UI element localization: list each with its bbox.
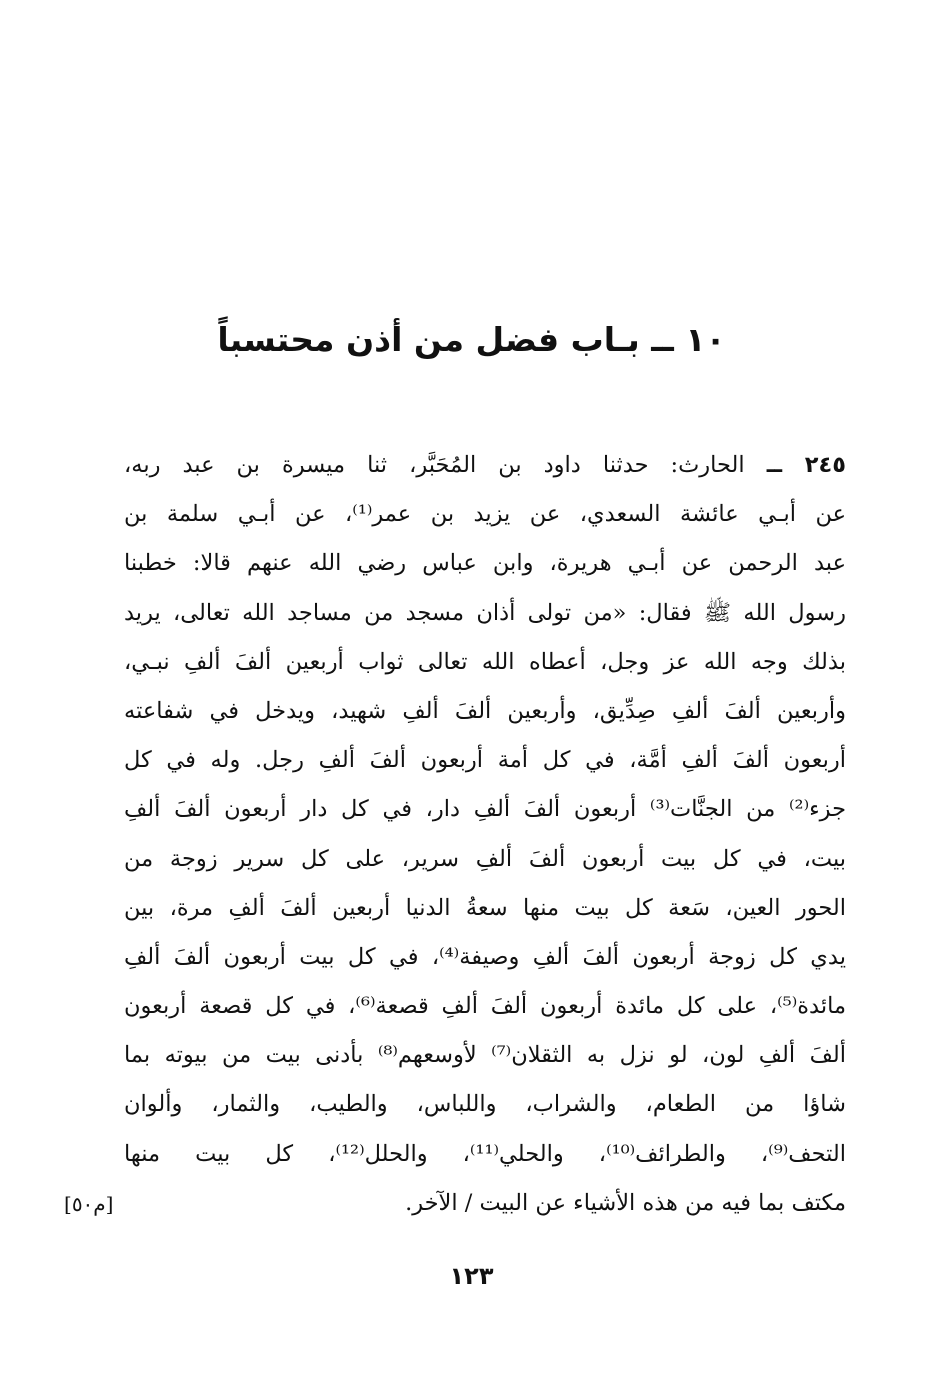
text-line: أربعون ألفَ ألفِ أمَّة، في كل أمة أربعون ألفَ ألفِ رجل. وله في كل [124, 747, 846, 774]
text-line: التحف⁽⁹⁾، والطرائف⁽¹⁰⁾، والحلي⁽¹¹⁾، والحلل⁽¹²⁾، كل بيت منها [124, 1140, 846, 1167]
text-line: مائدة⁽⁵⁾، على كل مائدة أربعون ألفَ ألفِ قصعة⁽⁶⁾، في كل قصعة أربعون [124, 993, 846, 1020]
text-line: عن أبـي عائشة السعدي، عن يزيد بن عمر⁽¹⁾، عن أبـي سلمة بن [124, 501, 846, 528]
text-line: عبد الرحمن عن أبـي هريرة، وابن عباس رضي الله عنهم قالا: خطبنا [124, 550, 846, 577]
text-line-content: الحارث: حدثنا داود بن المُحَبَّر، ثنا ميسرة بن عبد ربه، [124, 452, 745, 478]
text-line: ألفَ ألفِ لون، لو نزل به الثقلان⁽⁷⁾ لأوسعهم⁽⁸⁾ بأدنى بيت من بيوته بما [124, 1042, 846, 1069]
page-number: ١٢٣ [449, 1262, 494, 1290]
text-line: مكتف بما فيه من هذه الأشياء عن البيت / الآخر. [405, 1189, 846, 1216]
hadith-number: ٢٤٥ ــ [766, 452, 846, 478]
text-line: يدي كل زوجة أربعون ألفَ ألفِ وصيفة⁽⁴⁾، في كل بيت أربعون ألفَ ألفِ [124, 943, 846, 970]
chapter-heading: ١٠ ــ بـاب فضل من أذن محتسباً [217, 320, 726, 359]
text-line: شاؤا من الطعام، والشراب، واللباس، والطيب، والثمار، وألوان [124, 1091, 846, 1118]
text-line: رسول الله ﷺ فقال: «من تولى أذان مسجد من مساجد الله تعالى، يريد [124, 599, 846, 626]
text-line [124, 441, 846, 490]
manuscript-page-reference: [م٥٠] [64, 1192, 114, 1216]
text-line: الحور العين، سَعة كل بيت منها سعةُ الدنيا أربعين ألفَ ألفِ مرة، بين [124, 894, 846, 921]
text-line: وأربعين ألفَ ألفِ صِدِّيق، وأربعين ألفَ ألفِ شهيد، ويدخل في شفاعته [124, 697, 846, 724]
text-line: جزء⁽²⁾ من الجنَّات⁽³⁾ أربعون ألفَ ألفِ دار، في كل دار أربعون ألفَ ألفِ [124, 796, 846, 823]
text-line: بيت، في كل بيت أربعون ألفَ ألفِ سرير، على كل سرير زوجة من [124, 845, 846, 872]
hadith-text [124, 441, 846, 1228]
text-line: بذلك وجه الله عز وجل، أعطاه الله تعالى ثواب أربعين ألفَ ألفِ نبـي، [124, 648, 846, 675]
